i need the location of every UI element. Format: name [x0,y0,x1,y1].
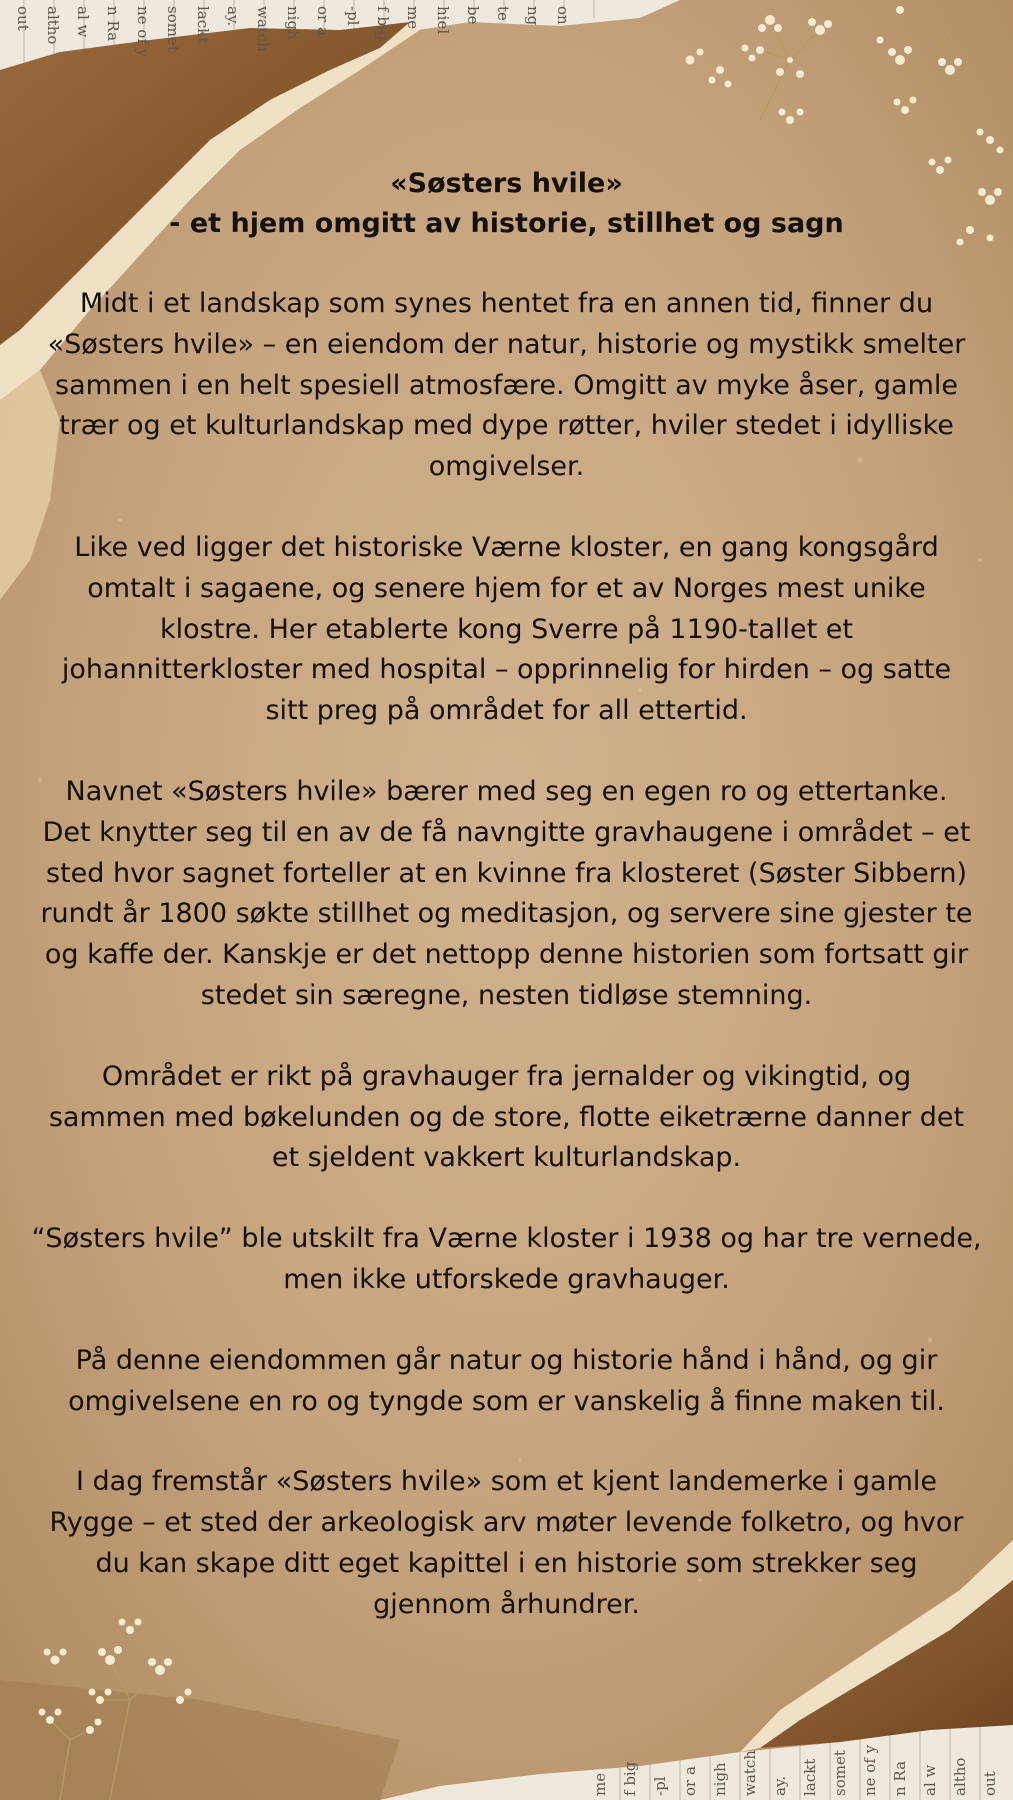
text-line: du kan skape ditt eget kapittel i en historie som strekker seg [95,1547,918,1579]
title-line-1: «Søsters hvile» [390,168,623,199]
newsprint-word: out [14,6,32,31]
text-line: Det knytter seg til en av de få navngitte gravhaugene i området – et [42,816,971,848]
newsprint-word: or a [681,1766,699,1796]
newsprint-word: n Ra [891,1760,909,1796]
newsprint-word: hiel [434,6,452,35]
paragraph-1 [28,284,985,488]
newsprint-word: -pl [651,1776,669,1796]
newsprint-word: somet [831,1750,849,1796]
paragraph-6 [28,1341,985,1423]
newsprint-word: -pl [344,6,362,26]
text-line: rundt år 1800 søkte stillhet og meditasjon, og servere sine gjester te [40,898,973,930]
text-line: Like ved ligger det historiske Værne kloster, en gang kongsgård [74,531,939,563]
paragraph-5 [28,1219,985,1301]
newsprint-word: lackt [194,6,212,44]
text-line: sted hvor sagnet forteller at en kvinne fra klosteret (Søster Sibbern) [46,857,967,889]
text-line: I dag fremstår «Søsters hvile» som et kjent landemerke i gamle [75,1466,937,1498]
text-line: klostre. Her etablerte kong Sverre på 1190-tallet et [160,613,853,645]
text-line: Midt i et landskap som synes hentet fra en annen tid, finner du [79,288,934,319]
newsprint-word: ay. [771,1775,789,1796]
text-line: Rygge – et sted der arkeologisk arv møter levende folketro, og hvor [49,1507,964,1539]
newsprint-word: ay. [224,6,242,27]
newsprint-word: out [981,1771,999,1796]
newsprint-word: lackt [801,1758,819,1796]
newsprint-word: f big [621,1761,639,1796]
text-line: trær og et kulturlandskap med dype røtter, hviler stedet i idylliske [59,410,954,442]
paragraph-7 [28,1462,985,1625]
newsprint-word: somet [164,6,182,52]
newsprint-word: me [591,1772,609,1796]
text-line: På denne eiendommen går natur og historie hånd i hånd, og gir [75,1344,938,1376]
article-text [28,164,985,1626]
newsprint-word: te [494,6,512,21]
newsprint-word: al w [921,1764,939,1796]
text-line: sitt preg på området for all ettertid. [265,695,748,727]
text-line: johannitterkloster med hospital – opprinnelig for hirden – og satte [61,654,952,686]
newsprint-word: al w [74,6,92,38]
newsprint-word: nigh [284,6,302,40]
text-line: omtalt i sagaene, og senere hjem for et av Norges mest unike [87,572,926,604]
text-line: gjennom århundrer. [373,1588,640,1620]
text-line: “Søsters hvile” ble utskilt fra Værne kloster i 1938 og har tre vernede, [31,1223,982,1255]
newsprint-word: watch [254,6,272,52]
newsprint-word: on [554,6,572,25]
newsprint-word: or a [314,6,332,36]
text-line: stedet sin særegne, nesten tidløse stemning. [200,979,813,1011]
newsprint-word: me [404,6,422,30]
text-line: Området er rikt på gravhauger fra jernalder og vikingtid, og [101,1060,912,1092]
newsprint-word: f big [374,6,392,41]
newsprint-word: altho [44,6,62,45]
newsprint-word: nigh [711,1762,729,1796]
paragraph-4 [28,1057,985,1179]
newsprint-word: be [464,6,482,25]
newsprint-word: altho [951,1757,969,1796]
newsprint-word: ne of y [861,1744,879,1796]
text-line: Navnet «Søsters hvile» bærer med seg en egen ro og ettertanke. [65,775,948,807]
text-line: et sjeldent vakkert kulturlandskap. [271,1142,742,1174]
paragraph-3 [28,772,985,1017]
text-line: men ikke utforskede gravhauger. [283,1263,730,1295]
text-line: og kaffe der. Kanskje er det nettopp denne historien som fortsatt gir [44,939,969,971]
text-line: «Søsters hvile» – en eiendom der natur, historie og mystikk smelter [47,328,966,360]
newsprint-word: ng [524,6,542,26]
paragraph-2 [28,528,985,732]
newsprint-word: watch [741,1750,759,1796]
title-line-2: - et hjem omgitt av historie, stillhet og sagn [169,208,844,239]
newsprint-word: n Ra [104,6,122,42]
newsprint-word: ne of y [134,6,152,58]
text-line: omgivelsene en ro og tyngde som er vanskelig å finne maken til. [68,1385,945,1417]
text-line: sammen i en helt spesiell atmosfære. Omgitt av myke åser, gamle [55,369,958,401]
text-line: omgivelser. [428,451,585,483]
text-line: sammen med bøkelunden og de store, flotte eiketrærne danner det [48,1101,965,1133]
